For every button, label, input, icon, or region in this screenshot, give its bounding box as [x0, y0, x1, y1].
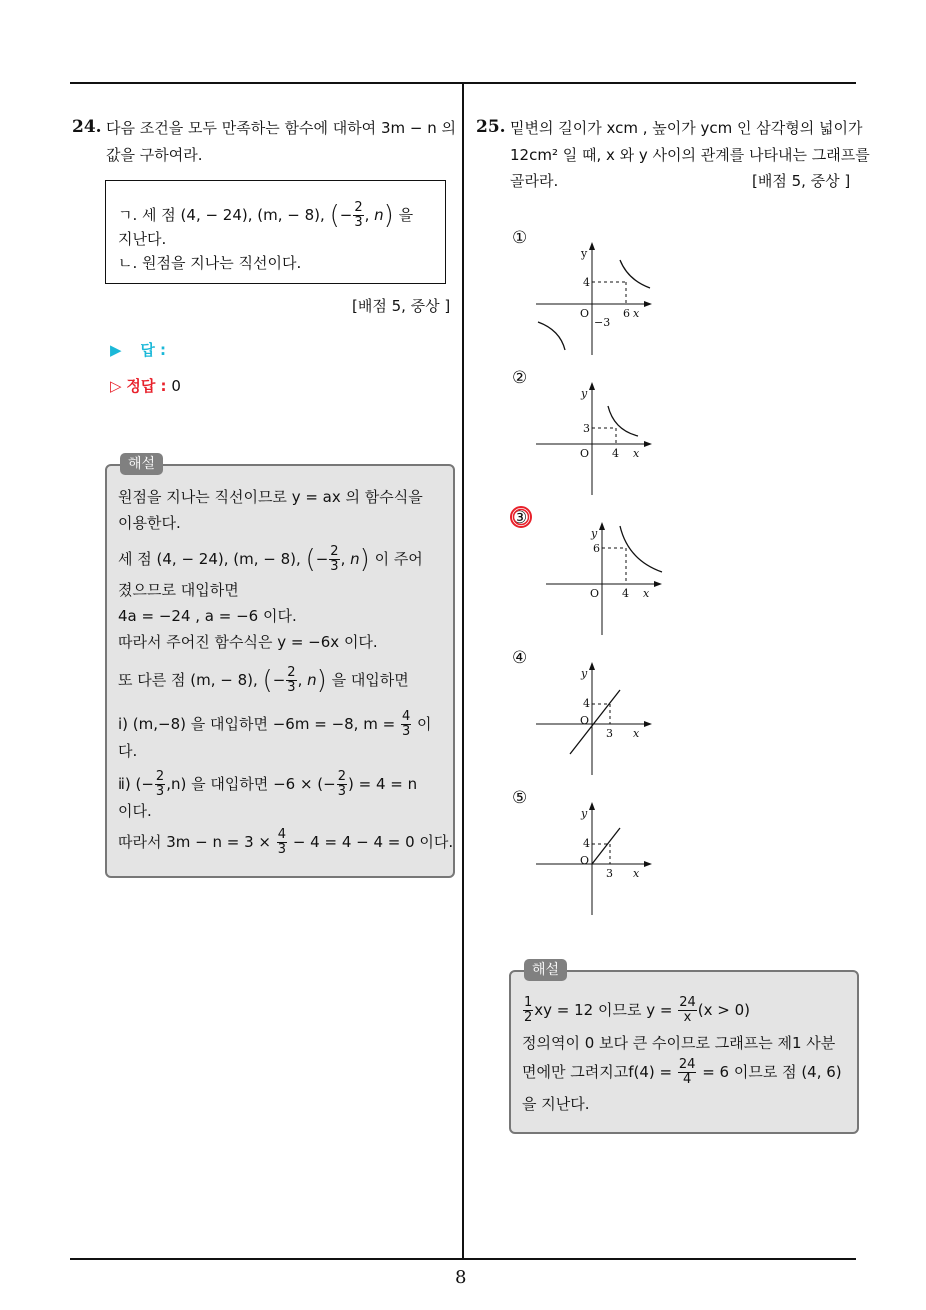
- answer-row: [110, 340, 166, 360]
- question-25-text-line2: 12cm² 일 때, x 와 y 사이의 관계를 나타내는 그래프를: [510, 146, 870, 164]
- q24-expl-line5: 4a = −24 , a = −6 이다.: [118, 607, 297, 625]
- correct-value: 0: [171, 377, 181, 395]
- q24-expl-line10: ⅱ) (− $\frac{2}{3}$ ,n) 을 대입하면 −6 × (− $\frac{2}{3}$ ) = 4 = n: [118, 769, 418, 799]
- q25-expl-line1: $\frac{1}{2}$ xy = 12 이므로 y = $\frac{24}{x}$ (x > 0): [524, 995, 751, 1025]
- bottom-rule: [70, 1258, 856, 1260]
- correct-row: [110, 376, 181, 396]
- axis-y-label: y: [581, 247, 588, 260]
- question-25-number: 25.: [476, 117, 506, 137]
- svg-text:y: y: [581, 807, 588, 820]
- condition-a: ㄱ. 세 점 (4, − 24), (m, − 8), (− $\frac{2}{3}$ , n) 을: [118, 200, 414, 231]
- q24-expl-line11: 이다.: [118, 802, 152, 820]
- q24-expl-line9: 다.: [118, 742, 138, 760]
- selected-circle-icon: [508, 504, 538, 534]
- question-24-text-line1: 다음 조건을 모두 만족하는 함수에 대하여 3m − n 의: [106, 119, 456, 137]
- svg-text:x: x: [643, 587, 650, 600]
- condition-box: [105, 180, 446, 284]
- svg-text:x: x: [633, 727, 640, 740]
- q25-expl-line4: 을 지난다.: [522, 1095, 590, 1113]
- svg-text:4: 4: [622, 587, 629, 600]
- q24-expl-line4: 졌으므로 대입하면: [118, 581, 239, 599]
- q24-expl-line3: 세 점 (4, − 24), (m, − 8), (− $\frac{2}{3}$ , n) 이 주어: [118, 544, 423, 575]
- question-24-number: 24.: [72, 117, 102, 137]
- q24-expl-line6: 따라서 주어진 함수식은 y = −6x 이다.: [118, 633, 378, 651]
- svg-text:4: 4: [583, 276, 590, 289]
- condition-b: ㄴ. 원점을 지나는 직선이다.: [118, 254, 302, 272]
- question-25-text-line1: 밑변의 길이가 xcm , 높이가 ycm 인 삼각형의 넓이가: [510, 119, 863, 137]
- triangle-outline-icon: ▷: [110, 377, 122, 395]
- column-divider: [462, 83, 464, 1259]
- q24-expl-line7: 또 다른 점 (m, − 8), (− $\frac{2}{3}$ , n) 을 대입하면: [118, 665, 409, 696]
- svg-text:6: 6: [623, 307, 630, 320]
- svg-text:x: x: [633, 447, 640, 460]
- svg-text:6: 6: [593, 542, 600, 555]
- question-25-score: [배점 5, 중상 ]: [752, 172, 851, 190]
- graph-option-1[interactable]: [530, 240, 660, 360]
- option-1-label[interactable]: ①: [512, 228, 528, 248]
- play-icon: ▶: [110, 341, 122, 359]
- condition-a-suffix: 을: [398, 206, 414, 224]
- svg-text:3: 3: [606, 867, 613, 880]
- q25-expl-line2: 정의역이 0 보다 큰 수이므로 그래프는 제1 사분: [522, 1034, 836, 1052]
- svg-text:y: y: [581, 387, 588, 400]
- q24-expl-line2: 이용한다.: [118, 514, 181, 532]
- svg-text:O: O: [580, 447, 590, 460]
- svg-text:x: x: [633, 307, 640, 320]
- question-25-text-line3: 골라라.: [510, 172, 559, 190]
- option-3-label[interactable]: ③: [512, 508, 528, 528]
- answer-label: 답 :: [140, 341, 167, 359]
- svg-text:4: 4: [612, 447, 619, 460]
- svg-text:−3: −3: [594, 316, 611, 329]
- svg-text:O: O: [580, 714, 590, 727]
- q25-explanation-tag: 해설: [524, 959, 567, 981]
- option-4-label[interactable]: ④: [512, 648, 528, 668]
- svg-text:y: y: [581, 667, 588, 680]
- svg-text:O: O: [580, 854, 590, 867]
- svg-text:3: 3: [606, 727, 613, 740]
- q24-expl-line8: ⅰ) (m,−8) 을 대입하면 −6m = −8, m = $\frac{4}{3}$ 이: [118, 709, 432, 739]
- svg-text:4: 4: [583, 837, 590, 850]
- condition-a-line2: 지난다.: [118, 230, 167, 248]
- svg-text:O: O: [580, 307, 590, 320]
- page-number: 8: [455, 1267, 467, 1288]
- q24-expl-line12: 따라서 3m − n = 3 × $\frac{4}{3}$ − 4 = 4 − 4 = 0 이다.: [118, 827, 454, 857]
- q25-expl-line3: 면에만 그려지고f(4) = $\frac{24}{4}$ = 6 이므로 점 (4, 6): [522, 1057, 842, 1087]
- option-5-label[interactable]: ⑤: [512, 788, 528, 808]
- svg-text:4: 4: [583, 697, 590, 710]
- svg-text:O: O: [590, 587, 600, 600]
- svg-text:x: x: [633, 867, 640, 880]
- graph-option-4[interactable]: [530, 660, 660, 780]
- svg-text:y: y: [591, 527, 598, 540]
- question-24-score: [배점 5, 중상 ]: [352, 297, 451, 315]
- graph-option-5[interactable]: [530, 800, 660, 920]
- graph-option-2[interactable]: [530, 380, 660, 500]
- condition-a-text: ㄱ. 세 점 (4, − 24), (m, − 8),: [118, 206, 325, 224]
- q24-expl-line1: 원점을 지나는 직선이므로 y = ax 의 함수식을: [118, 488, 423, 506]
- q24-explanation-tag: 해설: [120, 453, 163, 475]
- fraction: $\frac{2}{3}$: [354, 200, 363, 230]
- option-2-label[interactable]: ②: [512, 368, 528, 388]
- graph-option-3[interactable]: [540, 520, 670, 640]
- svg-text:3: 3: [583, 422, 590, 435]
- correct-label: 정답 :: [126, 377, 167, 395]
- question-24-text-line2: 값을 구하여라.: [106, 146, 203, 164]
